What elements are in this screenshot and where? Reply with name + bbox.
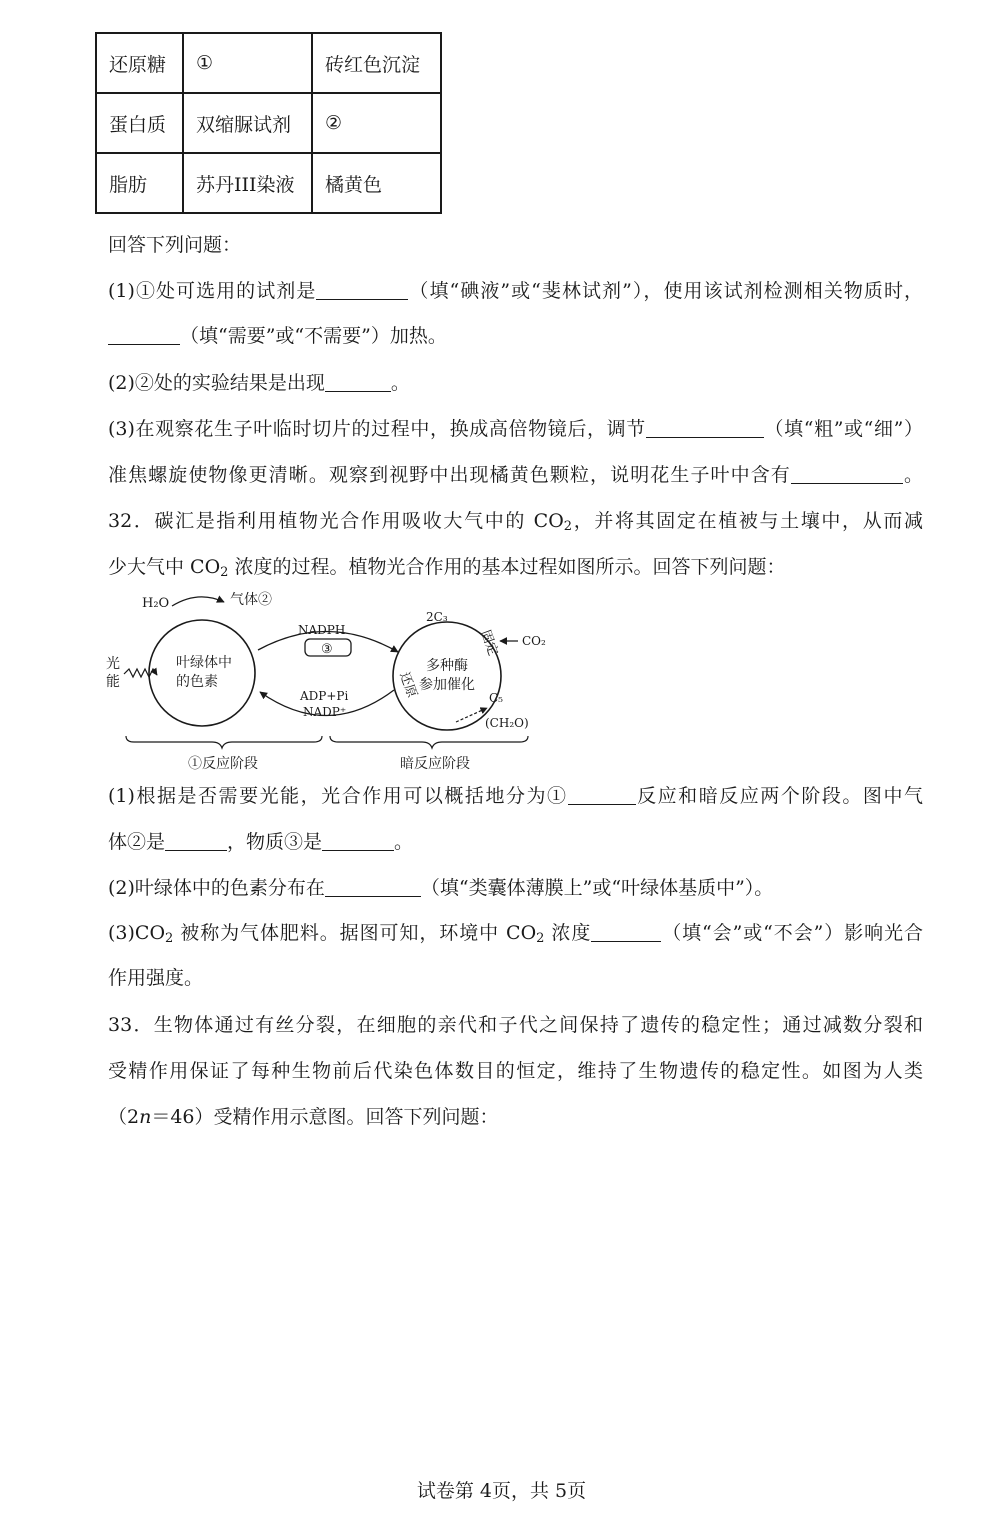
ch2o-label: (CH₂O) — [485, 716, 529, 730]
text: 浓度的过程。植物光合作用的基本过程如图所示。回答下列问题： — [228, 556, 786, 578]
q32-part3-line2: 作用强度。 — [108, 967, 204, 989]
q31-part1-line1 — [108, 278, 923, 304]
table-cell: 蛋白质 — [96, 93, 183, 153]
text: 少大气中 CO — [108, 556, 221, 578]
text: 。 — [390, 372, 410, 394]
answer-blank[interactable] — [316, 279, 408, 300]
ch2o-dashed-arrow — [456, 708, 487, 722]
table-cell: 双缩脲试剂 — [183, 93, 312, 153]
light-zigzag — [124, 669, 157, 677]
table-cell: 还原糖 — [96, 33, 183, 93]
light-label-2: 能 — [106, 674, 120, 690]
h2o-arrow — [172, 597, 224, 606]
text: (3)在观察花生子叶临时切片的过程中，换成高倍物镜后，调节 — [108, 418, 646, 440]
table-cell: ① — [183, 33, 312, 93]
text: （填“类囊体薄膜上”或“叶绿体基质中”）。 — [420, 877, 774, 899]
text: （填“碘液”或“斐林试剂”），使用该试剂检测相关物质时， — [408, 280, 923, 302]
table-cell: ② — [312, 93, 441, 153]
c5-label: C₅ — [489, 691, 503, 705]
answer-blank[interactable] — [322, 830, 394, 851]
photosynthesis-diagram — [100, 590, 560, 775]
answer-blank[interactable] — [591, 921, 661, 942]
text: （2 — [108, 1106, 140, 1128]
light-label-1: 光 — [106, 656, 120, 672]
text: （填“粗”或“细”） — [763, 418, 923, 440]
text: 。 — [902, 464, 923, 486]
answer-blank[interactable] — [325, 371, 391, 392]
gas2-label: 气体② — [230, 592, 272, 608]
text: 反应和暗反应两个阶段。图中气 — [635, 785, 923, 807]
q33-stem-line2: 受精作用保证了每种生物前后代染色体数目的恒定，维持了生物遗传的稳定性。如图为人类 — [108, 1060, 923, 1082]
q31-part3-line2 — [108, 462, 923, 488]
q31-intro: 回答下列问题： — [108, 234, 242, 256]
page-footer: 试卷第 4页，共 5页 — [416, 1480, 587, 1502]
q31-part3-line1 — [108, 416, 923, 442]
table-cell: 橘黄色 — [312, 153, 441, 213]
table-row — [96, 33, 441, 93]
stage2-label: 暗反应阶段 — [400, 756, 470, 772]
q33-stem-line1: 33．生物体通过有丝分裂，在细胞的亲代和子代之间保持了遗传的稳定性；通过减数分裂和 — [108, 1014, 923, 1036]
subscript: 2 — [563, 519, 573, 534]
enzyme-label-1: 多种酶 — [426, 658, 468, 674]
table-cell: 苏丹III染液 — [183, 153, 312, 213]
h2o-label: H₂O — [142, 596, 170, 611]
subscript: 2 — [536, 931, 545, 946]
subscript: 2 — [220, 565, 229, 580]
text: (1)①处可选用的试剂是 — [108, 280, 317, 302]
substance3-label: ③ — [321, 642, 333, 657]
q32-part1-line1 — [108, 783, 923, 809]
table-cell: 脂肪 — [96, 153, 183, 213]
chloroplast-label-1: 叶绿体中 — [176, 655, 232, 671]
co2-label: CO₂ — [522, 634, 546, 648]
text: ，物质③是 — [227, 831, 323, 853]
reagent-table — [95, 32, 442, 214]
answer-blank[interactable] — [108, 324, 180, 345]
stage1-brace — [126, 736, 322, 748]
text: (1)根据是否需要光能，光合作用可以概括地分为① — [108, 785, 568, 807]
fixation-label: 固定 — [477, 628, 501, 658]
text: 被称为气体肥料。据图可知，环境中 CO — [173, 922, 537, 944]
reduction-label: 还原 — [396, 670, 420, 700]
q32-part3-line1 — [108, 920, 923, 952]
table-cell: 砖红色沉淀 — [312, 33, 441, 93]
q31-part1-line2 — [108, 323, 923, 349]
answer-blank[interactable] — [325, 876, 421, 897]
nadph-label: NADPH — [298, 623, 346, 637]
text: 浓度 — [544, 922, 592, 944]
text: 准焦螺旋使物像更清晰。观察到视野中出现橘黄色颗粒，说明花生子叶中含有 — [108, 464, 791, 486]
text: 。 — [394, 831, 414, 853]
chloroplast-label-2: 的色素 — [176, 674, 218, 690]
q32-part1-line2 — [108, 829, 923, 855]
q32-part2 — [108, 875, 923, 901]
text: （填“需要”或“不需要”）加热。 — [180, 325, 447, 347]
stage2-brace — [330, 736, 528, 748]
answer-blank[interactable] — [568, 784, 636, 805]
q31-part2 — [108, 370, 923, 396]
q32-stem-line1 — [108, 508, 923, 540]
italic-n: n — [139, 1106, 152, 1128]
text: 32．碳汇是指利用植物光合作用吸收大气中的 CO — [108, 510, 564, 532]
table-row — [96, 93, 441, 153]
nadp-label: NADP⁺ — [303, 705, 347, 719]
text: （填“会”或“不会”）影响光合 — [661, 922, 923, 944]
text: 体②是 — [108, 831, 166, 853]
text: ，并将其固定在植被与土壤中，从而减 — [572, 510, 923, 532]
c3-label: 2C₃ — [426, 610, 448, 624]
adp-label: ADP+Pi — [300, 689, 349, 703]
text: (3)CO — [108, 922, 166, 944]
stage1-label: ①反应阶段 — [188, 756, 258, 772]
answer-blank[interactable] — [165, 830, 227, 851]
answer-blank[interactable] — [646, 417, 764, 438]
q33-stem-line3 — [108, 1104, 923, 1130]
text: (2)②处的实验结果是出现 — [108, 372, 325, 394]
q32-stem-line2 — [108, 554, 923, 586]
text: ＝46）受精作用示意图。回答下列问题： — [151, 1106, 499, 1128]
subscript: 2 — [165, 931, 174, 946]
chloroplast-pigment-circle — [149, 620, 255, 726]
enzyme-label-2: 参加催化 — [419, 677, 475, 693]
answer-blank[interactable] — [791, 463, 903, 484]
table-row — [96, 153, 441, 213]
text: (2)叶绿体中的色素分布在 — [108, 877, 325, 899]
